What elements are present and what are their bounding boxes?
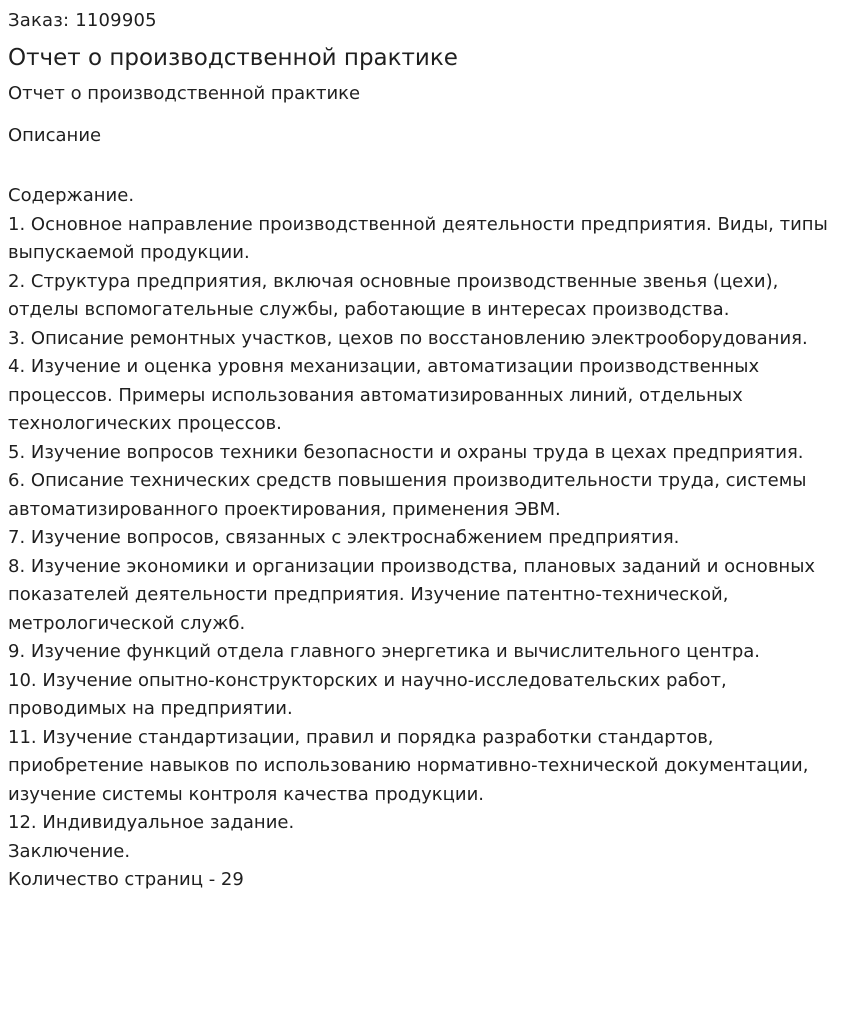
description-line: 7. Изучение вопросов, связанных с электроснабжением предприятия. [8,527,680,548]
description-line: Количество страниц - 29 [8,869,244,890]
description-line: 2. Структура предприятия, включая основные производственные звенья (цехи), отделы вспомогательные службы, работающие в интересах производства. [8,270,779,320]
description-line: 1. Основное направление производственной деятельности предприятия. Виды, типы выпускаемой продукции. [8,213,828,263]
description-line: 6. Описание технических средств повышения производительности труда, системы автоматизированного проектирования, применения ЭВМ. [8,470,807,520]
description-body [8,159,839,895]
description-line: 8. Изучение экономики и организации производства, плановых заданий и основных показателей деятельности предприятия. Изучение патентно-технической, метрологической служб. [8,555,816,634]
description-heading: Описание [8,125,102,146]
description-line: Заключение. [8,840,131,862]
description-line: 3. Описание ремонтных участков, цехов по восстановлению электрооборудования. [8,327,808,349]
description-line: 11. Изучение стандартизации, правил и порядка разработки стандартов, приобретение навыков по использованию нормативно-технической документации, изучение системы контроля качества продукции. [8,726,809,805]
description-line: 5. Изучение вопросов техники безопасности и охраны труда в цехах предприятия. [8,441,804,463]
description-line: Содержание. [8,185,135,206]
description-line: 4. Изучение и оценка уровня механизации, автоматизации производственных процессов. Примеры использования автоматизированных линий, отдельных технологических процессов. [8,356,760,434]
description-line: 12. Индивидуальное задание. [8,812,295,833]
order-number: Заказ: 1109905 [8,10,157,31]
description-line: 10. Изучение опытно-конструкторских и научно-исследовательских работ, проводимых на предприятии. [8,669,727,719]
page-subtitle: Отчет о производственной практике [8,83,361,104]
description-line: 9. Изучение функций отдела главного энергетика и вычислительного центра. [8,641,761,662]
page-title: Отчет о производственной практике [8,45,458,71]
